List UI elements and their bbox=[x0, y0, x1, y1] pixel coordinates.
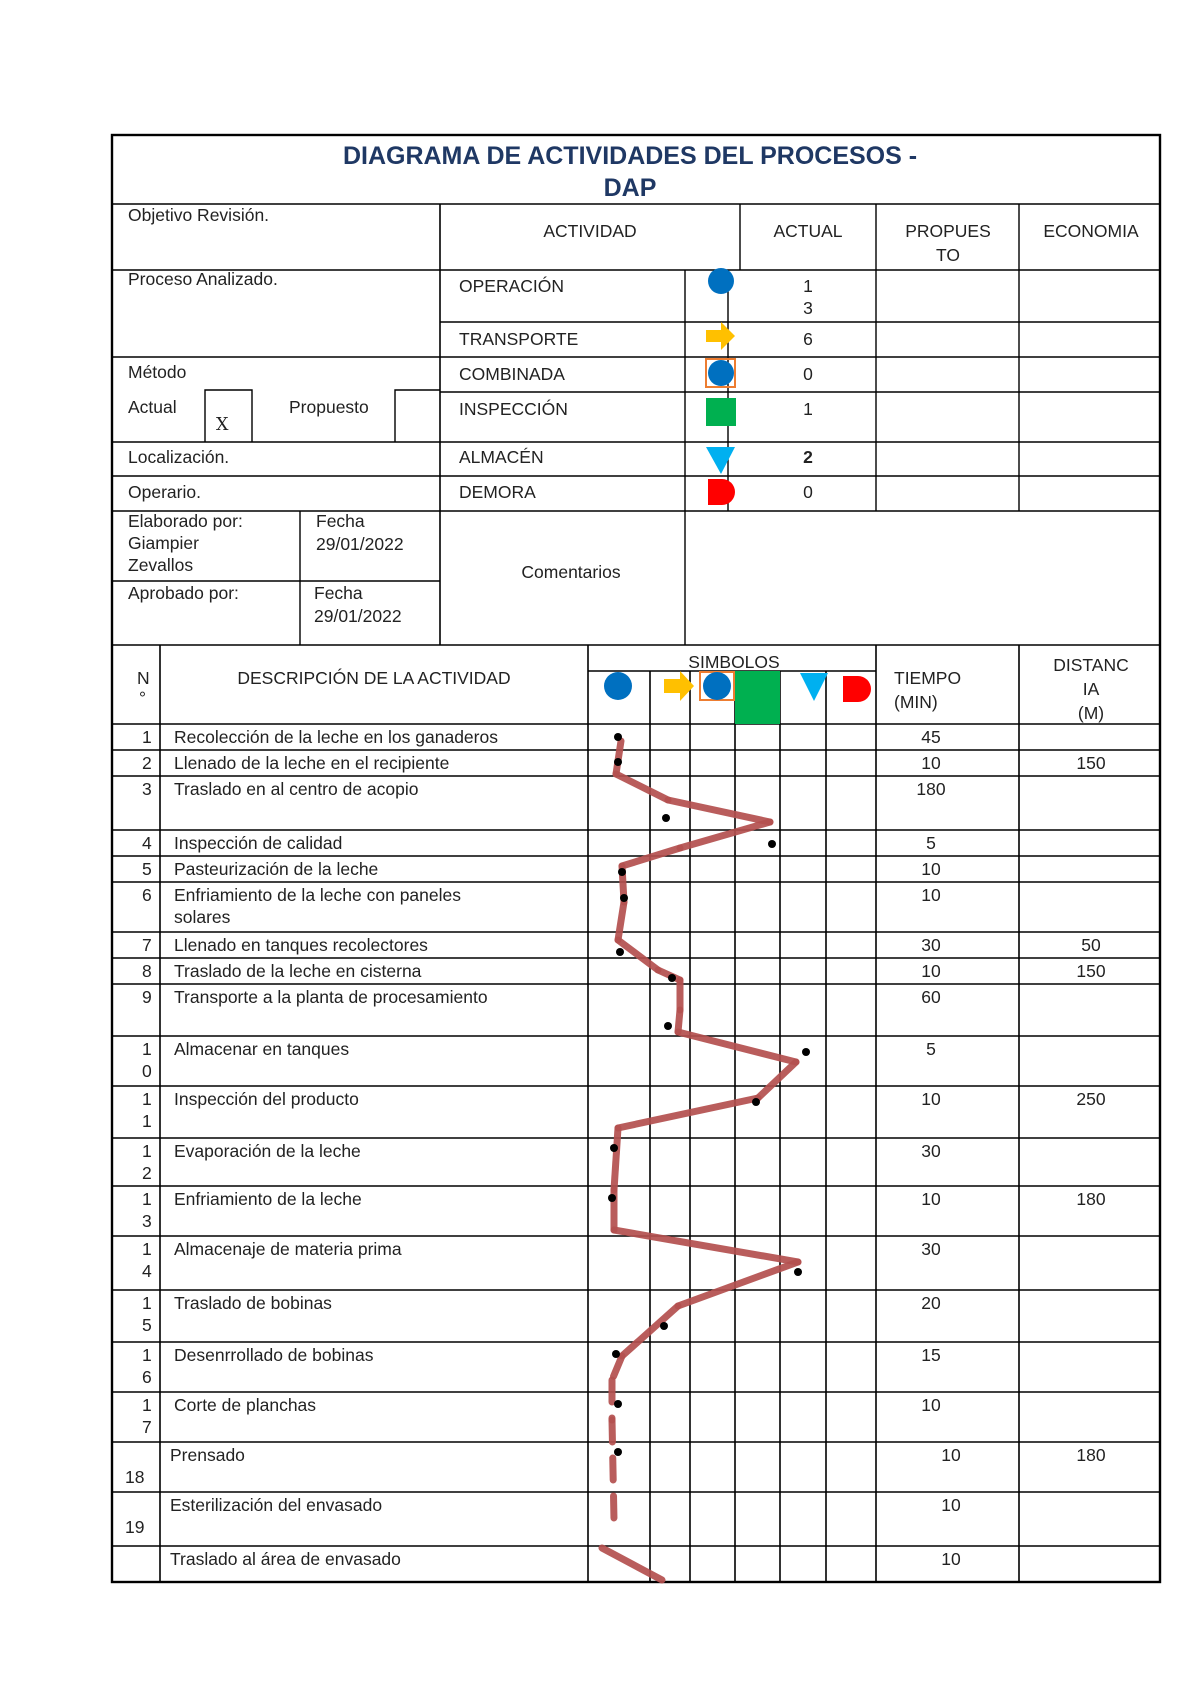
flow-dot bbox=[614, 758, 622, 766]
activity-description: Almacenaje de materia prima bbox=[174, 1239, 402, 1259]
operation-col-icon bbox=[604, 672, 632, 700]
flow-line-segment bbox=[618, 902, 624, 940]
row-number-2: 6 bbox=[142, 1367, 152, 1387]
col-distancia-2: IA bbox=[1082, 679, 1100, 699]
activity-time: 45 bbox=[921, 727, 941, 747]
col-descripcion: DESCRIPCIÓN DE LA ACTIVIDAD bbox=[237, 668, 511, 688]
col-actividad: ACTIVIDAD bbox=[543, 221, 637, 241]
activity-distance: 50 bbox=[1081, 935, 1101, 955]
flow-line-segment bbox=[614, 1230, 798, 1262]
flow-dot bbox=[614, 733, 622, 741]
row-number: 3 bbox=[142, 779, 152, 799]
activity-description: Llenado en tanques recolectores bbox=[174, 935, 428, 955]
row-number: 8 bbox=[142, 961, 152, 981]
localizacion-label: Localización. bbox=[128, 447, 230, 467]
flow-line-segment bbox=[612, 1420, 614, 1520]
flow-dot bbox=[616, 948, 624, 956]
row-number: 1 bbox=[142, 1395, 152, 1415]
summary-operacion-label: OPERACIÓN bbox=[459, 276, 565, 296]
col-actual: ACTUAL bbox=[773, 221, 843, 241]
fecha-1-label: Fecha bbox=[316, 511, 365, 531]
row-number: 1 bbox=[142, 1141, 152, 1161]
col-propuesto-2: TO bbox=[936, 245, 960, 265]
row-number: 1 bbox=[142, 1039, 152, 1059]
row-number: 1 bbox=[142, 1345, 152, 1365]
triangle-icon bbox=[706, 447, 735, 474]
proceso-label: Proceso Analizado. bbox=[128, 269, 278, 289]
col-simbolos: SIMBOLOS bbox=[688, 652, 780, 672]
activity-time: 10 bbox=[921, 1395, 941, 1415]
flow-line-segment bbox=[602, 1548, 662, 1580]
activity-description: Inspección de calidad bbox=[174, 833, 343, 853]
combined-icon bbox=[708, 360, 734, 386]
col-propuesto-1: PROPUES bbox=[905, 221, 991, 241]
flow-dot bbox=[768, 840, 776, 848]
fecha-1-value: 29/01/2022 bbox=[316, 534, 404, 554]
page-title-line-2: DAP bbox=[603, 174, 657, 202]
flow-dot bbox=[614, 1400, 622, 1408]
activity-description: Traslado de la leche en cisterna bbox=[174, 961, 422, 981]
row-number-2: 0 bbox=[142, 1061, 152, 1081]
page-title-line-1: DIAGRAMA DE ACTIVIDADES DEL PROCESOS - bbox=[342, 142, 918, 170]
actual-checkbox[interactable]: X bbox=[216, 415, 229, 435]
flow-line-segment bbox=[618, 940, 658, 970]
flow-dot bbox=[610, 1144, 618, 1152]
col-tiempo-1: TIEMPO bbox=[894, 668, 962, 688]
row-number: 2 bbox=[142, 753, 152, 773]
activity-description: Transporte a la planta de procesamiento bbox=[174, 987, 488, 1007]
activity-time: 5 bbox=[926, 833, 936, 853]
row-number-2: 4 bbox=[142, 1261, 152, 1281]
metodo-label: Método bbox=[128, 362, 187, 382]
activity-description: Llenado de la leche en el recipiente bbox=[174, 753, 450, 773]
activity-time: 10 bbox=[941, 1549, 961, 1569]
activity-distance: 150 bbox=[1076, 961, 1106, 981]
row-number: 6 bbox=[142, 885, 152, 905]
activity-time: 10 bbox=[921, 753, 941, 773]
flow-dot bbox=[660, 1322, 668, 1330]
activity-time: 5 bbox=[926, 1039, 936, 1059]
activity-description: Enfriamiento de la leche bbox=[174, 1189, 362, 1209]
flow-line-segment bbox=[616, 741, 621, 774]
flow-dot bbox=[802, 1048, 810, 1056]
elaborado-name-2: Zevallos bbox=[128, 555, 194, 575]
storage-col-icon bbox=[800, 673, 828, 701]
activity-description: Evaporación de la leche bbox=[174, 1141, 361, 1161]
summary-demora-label: DEMORA bbox=[459, 482, 536, 502]
activity-description: Recolección de la leche en los ganaderos bbox=[174, 727, 498, 747]
activity-description: Pasteurización de la leche bbox=[174, 859, 379, 879]
square-icon bbox=[706, 398, 736, 426]
activity-time: 30 bbox=[921, 1239, 941, 1259]
flow-line-segment bbox=[612, 1356, 622, 1380]
row-number: 7 bbox=[142, 935, 152, 955]
delay-col-icon bbox=[843, 676, 871, 702]
activity-description-2: solares bbox=[174, 907, 231, 927]
fecha-2-label: Fecha bbox=[314, 583, 363, 603]
row-number: 9 bbox=[142, 987, 152, 1007]
arrow-icon bbox=[706, 322, 735, 350]
col-n-2: ° bbox=[139, 688, 146, 708]
row-number: 1 bbox=[142, 1189, 152, 1209]
activity-time: 60 bbox=[921, 987, 941, 1007]
col-distancia-1: DISTANC bbox=[1053, 655, 1129, 675]
activity-time: 10 bbox=[921, 885, 941, 905]
comentarios-label: Comentarios bbox=[521, 562, 621, 582]
row-number: 1 bbox=[142, 727, 152, 747]
row-number: 1 bbox=[142, 1089, 152, 1109]
flow-dot bbox=[662, 814, 670, 822]
operario-label: Operario. bbox=[128, 482, 201, 502]
flow-line-segment bbox=[668, 800, 770, 822]
activity-distance: 180 bbox=[1076, 1189, 1106, 1209]
circle-icon bbox=[708, 268, 734, 294]
activity-description: Esterilización del envasado bbox=[170, 1495, 383, 1515]
flow-line-segment bbox=[614, 1128, 618, 1190]
row-number-2: 19 bbox=[125, 1517, 145, 1537]
flow-dot bbox=[794, 1268, 802, 1276]
delay-icon bbox=[708, 479, 735, 505]
flow-line-segment bbox=[622, 848, 680, 866]
activity-time: 30 bbox=[921, 935, 941, 955]
row-number-2: 2 bbox=[142, 1163, 152, 1183]
activity-distance: 250 bbox=[1076, 1089, 1106, 1109]
actual-box bbox=[205, 390, 252, 442]
activity-time: 180 bbox=[916, 779, 946, 799]
row-number-2: 1 bbox=[142, 1111, 152, 1131]
flow-dot bbox=[608, 1194, 616, 1202]
col-economia: ECONOMIA bbox=[1043, 221, 1139, 241]
row-number-2: 7 bbox=[142, 1417, 152, 1437]
actual-label: Actual bbox=[128, 397, 177, 417]
activity-time: 10 bbox=[921, 1189, 941, 1209]
summary-demora-actual: 0 bbox=[803, 482, 813, 502]
summary-operacion-actual-2: 3 bbox=[803, 298, 813, 318]
elaborado-label: Elaborado por: bbox=[128, 511, 243, 531]
flow-dot bbox=[664, 1022, 672, 1030]
summary-almacen-actual: 2 bbox=[803, 447, 813, 467]
inspection-col-icon bbox=[735, 671, 780, 724]
flow-dot bbox=[614, 1448, 622, 1456]
activity-description: Traslado en al centro de acopio bbox=[174, 779, 419, 799]
flow-dot bbox=[752, 1098, 760, 1106]
summary-combinada-actual: 0 bbox=[803, 364, 813, 384]
row-number: 1 bbox=[142, 1239, 152, 1259]
combined-col-icon bbox=[703, 672, 731, 700]
col-n-1: N bbox=[137, 668, 150, 688]
activity-description: Desenrrollado de bobinas bbox=[174, 1345, 374, 1365]
row-number: 1 bbox=[142, 1293, 152, 1313]
flow-dot bbox=[612, 1350, 620, 1358]
flow-line-segment bbox=[758, 1062, 796, 1098]
row-number-2: 18 bbox=[125, 1467, 145, 1487]
activity-distance: 150 bbox=[1076, 753, 1106, 773]
activity-distance: 180 bbox=[1076, 1445, 1106, 1465]
summary-transporte-actual: 6 bbox=[803, 329, 813, 349]
summary-operacion-actual-1: 1 bbox=[803, 276, 813, 296]
row-number-2: 5 bbox=[142, 1315, 152, 1335]
activity-description: Inspección del producto bbox=[174, 1089, 359, 1109]
activity-description: Almacenar en tanques bbox=[174, 1039, 350, 1059]
col-tiempo-2: (MIN) bbox=[894, 692, 938, 712]
objetivo-label: Objetivo Revisión. bbox=[128, 205, 270, 225]
activity-description: Enfriamiento de la leche con paneles bbox=[174, 885, 461, 905]
activity-time: 15 bbox=[921, 1345, 941, 1365]
row-number: 4 bbox=[142, 833, 152, 853]
fecha-2-value: 29/01/2022 bbox=[314, 606, 402, 626]
flow-dot bbox=[620, 894, 628, 902]
flow-line-segment bbox=[618, 1098, 758, 1128]
activity-description: Prensado bbox=[170, 1445, 245, 1465]
summary-transporte-label: TRANSPORTE bbox=[459, 329, 579, 349]
flow-line-segment bbox=[680, 822, 770, 848]
activity-time: 10 bbox=[941, 1495, 961, 1515]
propuesto-box bbox=[395, 390, 440, 442]
activity-description: Corte de planchas bbox=[174, 1395, 317, 1415]
activity-time: 20 bbox=[921, 1293, 941, 1313]
flow-line-segment bbox=[616, 774, 668, 800]
activity-description: Traslado al área de envasado bbox=[170, 1549, 401, 1569]
elaborado-name-1: Giampier bbox=[128, 533, 199, 553]
activity-time: 10 bbox=[921, 859, 941, 879]
activity-time: 30 bbox=[921, 1141, 941, 1161]
propuesto-label: Propuesto bbox=[289, 397, 369, 417]
col-distancia-3: (M) bbox=[1077, 703, 1105, 723]
activity-time: 10 bbox=[941, 1445, 961, 1465]
summary-inspeccion-label: INSPECCIÓN bbox=[459, 399, 568, 419]
activity-time: 10 bbox=[921, 1089, 941, 1109]
flow-dot bbox=[668, 974, 676, 982]
summary-inspeccion-actual: 1 bbox=[803, 399, 813, 419]
activity-description: Traslado de bobinas bbox=[174, 1293, 332, 1313]
aprobado-label: Aprobado por: bbox=[128, 583, 239, 603]
summary-almacen-label: ALMACÉN bbox=[459, 447, 544, 467]
row-number-2: 3 bbox=[142, 1211, 152, 1231]
flow-dot bbox=[618, 868, 626, 876]
row-number: 5 bbox=[142, 859, 152, 879]
summary-combinada-label: COMBINADA bbox=[459, 364, 565, 384]
activity-time: 10 bbox=[921, 961, 941, 981]
